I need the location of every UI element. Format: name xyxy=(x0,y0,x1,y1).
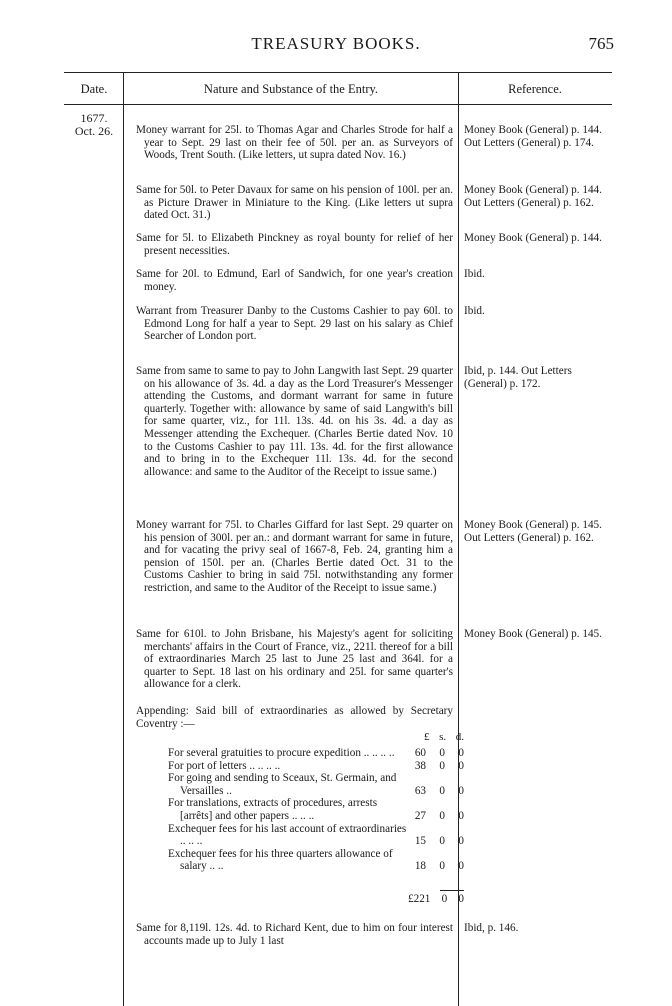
entry-3: Same for 5l. to Elizabeth Pinckney as royal bounty for relief of her present necessities. xyxy=(136,232,453,257)
reference-5: Ibid. xyxy=(464,305,485,317)
running-title: TREASURY BOOKS. xyxy=(251,34,421,53)
list-item: For translations, extracts of procedures, arrests [arrêts] and other papers .. .. .. 27 0 0 xyxy=(168,797,464,822)
list-item: For going and sending to Sceaux, St. Germain, and Versailles .. 63 0 0 xyxy=(168,772,464,797)
reference-6: Ibid, p. 144. Out Letters (General) p. 172. xyxy=(464,365,572,390)
entry-6: Same from same to same to pay to John Langwith last Sept. 29 quarter on his allowance of 3s. 4d. a day as the Lord Treasurer's Messenger attending the Customs, and dormant warrant for same in future quarterly. Together with: allowance by same of said Langwith's bill for same quarter, viz., for 11l. 13s. 4d. on his 3s. 4d. a day as Messenger attending the Exchequer. (Charles Bertie dated Nov. 10 to the Customs Cashier to pay 11l. 13s. 4d. for the first allowance and to bring in to the Exchequer 11l. 13s. 4d. for the second allowance: and same to the Auditor of the Receipt to issue same.) xyxy=(136,365,453,478)
extraordinaries-list xyxy=(168,747,464,873)
reference-1: Money Book (General) p. 144. Out Letters (General) p. 174. xyxy=(464,124,602,149)
page-header xyxy=(0,34,672,64)
entry-8: Same for 610l. to John Brisbane, his Majesty's agent for soliciting merchants' affairs in the Court of France, viz., 221l. thereof for a bill of extraordinaries March 25 last to June 25 last and 364l. for a quarter to Sept. 18 last on his ordinary and 25l. for same quarter's allowance for a clerk. xyxy=(136,628,453,691)
list-item: Exchequer fees for his three quarters allowance of salary .. .. 18 0 0 xyxy=(168,847,464,873)
reference-2: Money Book (General) p. 144. Out Letters (General) p. 162. xyxy=(464,184,602,209)
reference-9: Ibid, p. 146. xyxy=(464,922,519,934)
reference-column-header: Reference. xyxy=(508,82,562,96)
reference-7: Money Book (General) p. 145. Out Letters (General) p. 162. xyxy=(464,519,602,544)
date-column-rule xyxy=(123,72,124,1006)
list-item: For port of letters .. .. .. .. 38 0 0 xyxy=(168,759,464,772)
nature-column-header: Nature and Substance of the Entry. xyxy=(203,82,379,96)
reference-4: Ibid. xyxy=(464,268,485,280)
list-item: For several gratuities to procure expedition .. .. .. .. 60 0 0 xyxy=(168,747,464,759)
entry-9: Same for 8,119l. 12s. 4d. to Richard Kent, due to him on four interest accounts made up to July 1 last xyxy=(136,922,453,947)
table-top-rule xyxy=(64,72,612,73)
total-amount: £221 0 0 xyxy=(408,893,464,905)
header-rule xyxy=(64,104,612,105)
sum-rule xyxy=(440,890,464,891)
date-year: 1677. xyxy=(80,111,108,125)
reference-3: Money Book (General) p. 144. xyxy=(464,232,602,244)
reference-8: Money Book (General) p. 145. xyxy=(464,628,602,640)
appending-note: Appending: Said bill of extraordinaries as allowed by Secretary Coventry :— xyxy=(136,705,453,730)
list-item: Exchequer fees for his last account of extraordinaries .. .. .. 15 0 0 xyxy=(168,822,464,848)
lsd-header: £ s. d. xyxy=(424,731,464,743)
entry-1: Money warrant for 25l. to Thomas Agar and Charles Strode for half a year to Sept. 29 last on their fee of 50l. per an. as Surveyors of Woods, Trent South. (Like letters, ut supra dated Nov. 16.) xyxy=(136,124,453,162)
entry-5: Warrant from Treasurer Danby to the Customs Cashier to pay 60l. to Edmond Long for half a year to Sept. 29 last on his salary as Chief Searcher of London port. xyxy=(136,305,453,343)
entry-7: Money warrant for 75l. to Charles Giffard for last Sept. 29 quarter on his pension of 300l. per an.: and dormant warrant for same in future, and for vacating the privy seal of 1667-8, Feb. 24, granting him a pension of 150l. per an. (Charles Bertie dated Oct. 31 to the Customs Cashier to bring in said 75l. notwithstanding any former restriction, and same to the Auditor of the Receipt to issue same.) xyxy=(136,519,453,594)
entry-2: Same for 50l. to Peter Davaux for same on his pension of 100l. per an. as Picture Drawer in Miniature to the King. (Like letters ut supra dated Oct. 31.) xyxy=(136,184,453,222)
page-number: 765 xyxy=(588,34,614,53)
date-column-header: Date. xyxy=(80,82,108,96)
entry-4: Same for 20l. to Edmund, Earl of Sandwich, for one year's creation money. xyxy=(136,268,453,293)
date-day: Oct. 26. xyxy=(74,124,114,138)
